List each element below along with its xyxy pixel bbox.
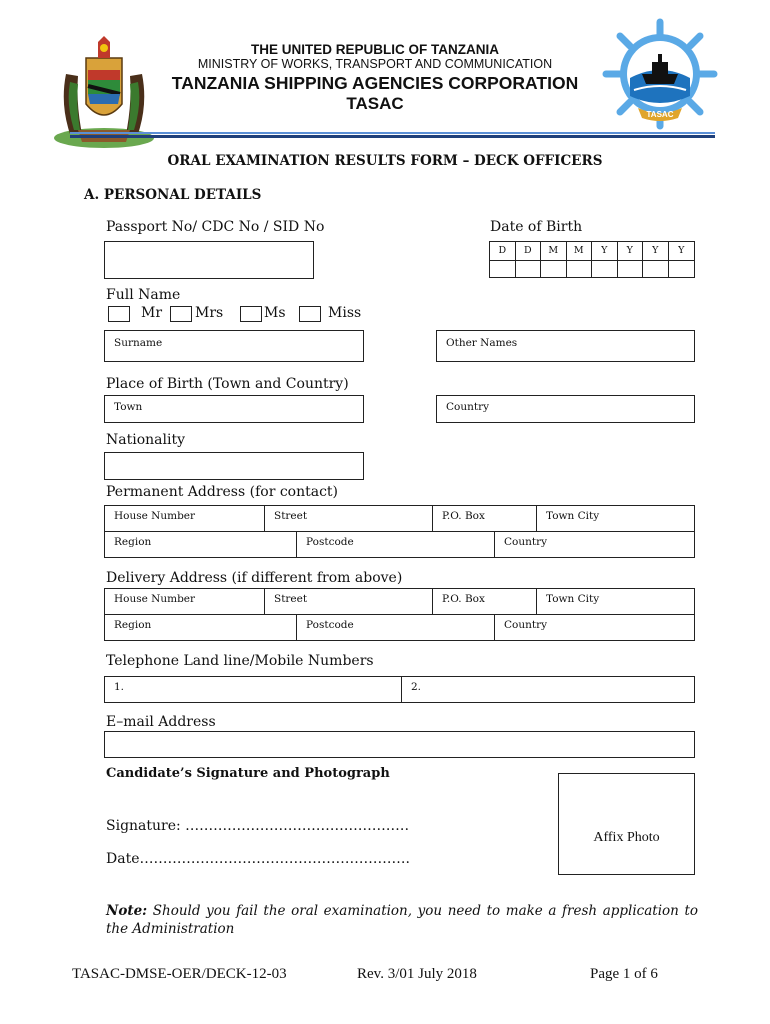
dob-grid[interactable] bbox=[489, 241, 695, 278]
deliv-towncity-field[interactable]: Town City bbox=[546, 593, 600, 605]
place-of-birth-label: Place of Birth (Town and Country) bbox=[106, 376, 349, 392]
dob-input-year[interactable] bbox=[618, 261, 644, 277]
footer-code: TASAC-DMSE-OER/DECK-12-03 bbox=[72, 966, 287, 982]
photo-label: Affix Photo bbox=[593, 830, 660, 845]
dob-input-month[interactable] bbox=[567, 261, 593, 277]
delivery-address-label: Delivery Address (if different from above) bbox=[106, 570, 403, 586]
email-input[interactable] bbox=[104, 731, 695, 758]
dob-input-month[interactable] bbox=[541, 261, 567, 277]
surname-input[interactable] bbox=[104, 330, 364, 362]
header-acronym: TASAC bbox=[346, 94, 404, 113]
permanent-address-row-1 bbox=[104, 505, 695, 532]
email-label: E–mail Address bbox=[106, 714, 216, 730]
permanent-address-row-2 bbox=[104, 531, 695, 558]
signature-heading: Candidate’s Signature and Photograph bbox=[106, 766, 390, 781]
delivery-address-row-1 bbox=[104, 588, 695, 615]
perm-postcode-field[interactable]: Postcode bbox=[297, 532, 495, 557]
deliv-pobox-field[interactable]: P.O. Box bbox=[433, 589, 537, 614]
deliv-street-field[interactable]: Street bbox=[265, 589, 433, 614]
town-placeholder: Town bbox=[114, 401, 143, 413]
note-body: Should you fail the oral examination, you need to make a fresh application to the Administration bbox=[106, 903, 698, 937]
nationality-input[interactable] bbox=[104, 452, 364, 480]
dob-label: Date of Birth bbox=[490, 219, 583, 235]
other-names-input[interactable] bbox=[436, 330, 695, 362]
deliv-house-field[interactable]: House Number bbox=[105, 589, 265, 614]
footer-page: Page 1 of 6 bbox=[590, 966, 658, 982]
telephone-2-field[interactable]: 2. bbox=[411, 681, 422, 693]
footer-revision: Rev. 3/01 July 2018 bbox=[357, 966, 477, 982]
telephone-row bbox=[104, 676, 695, 703]
dob-cell-year: Y bbox=[618, 242, 644, 261]
dob-cell-month: M bbox=[541, 242, 567, 261]
dob-input-year[interactable] bbox=[592, 261, 618, 277]
dob-cell-month: M bbox=[567, 242, 593, 261]
dob-cell-year: Y bbox=[669, 242, 695, 261]
note-lead: Note: bbox=[106, 903, 148, 919]
other-names-placeholder: Other Names bbox=[446, 337, 518, 349]
telephone-label: Telephone Land line/Mobile Numbers bbox=[106, 653, 374, 669]
perm-pobox-field[interactable]: P.O. Box bbox=[433, 506, 537, 531]
form-title: ORAL EXAMINATION RESULTS FORM – DECK OFFICERS bbox=[167, 153, 603, 169]
perm-house-field[interactable]: House Number bbox=[105, 506, 265, 531]
title-ms-label: Ms bbox=[264, 305, 286, 321]
dob-input-year[interactable] bbox=[669, 261, 695, 277]
deliv-country-field[interactable]: Country bbox=[504, 619, 548, 631]
passport-label: Passport No/ CDC No / SID No bbox=[106, 219, 325, 235]
checkbox-mr[interactable] bbox=[108, 306, 130, 322]
permanent-address-label: Permanent Address (for contact) bbox=[106, 484, 339, 500]
perm-region-field[interactable]: Region bbox=[105, 532, 297, 557]
checkbox-miss[interactable] bbox=[299, 306, 321, 322]
header-rule-thin bbox=[70, 132, 715, 134]
title-mr-label: Mr bbox=[141, 305, 163, 321]
tasac-logo-text: TASAC bbox=[646, 110, 674, 119]
dob-cell-year: Y bbox=[643, 242, 669, 261]
header-rule-thick bbox=[70, 135, 715, 138]
passport-input[interactable] bbox=[104, 241, 314, 279]
nationality-label: Nationality bbox=[106, 432, 185, 448]
header-ministry: MINISTRY OF WORKS, TRANSPORT AND COMMUNICATION bbox=[197, 57, 553, 71]
signature-line[interactable]: Signature: ………………………………………… bbox=[106, 818, 410, 834]
dob-cell-day: D bbox=[490, 242, 516, 261]
checkbox-ms[interactable] bbox=[240, 306, 262, 322]
photo-box[interactable] bbox=[558, 773, 695, 875]
perm-country-field[interactable]: Country bbox=[504, 536, 548, 548]
dob-input-day[interactable] bbox=[490, 261, 516, 277]
title-mrs-label: Mrs bbox=[195, 305, 224, 321]
header-republic: THE UNITED REPUBLIC OF TANZANIA bbox=[251, 42, 499, 57]
full-name-label: Full Name bbox=[106, 287, 181, 303]
note-text bbox=[106, 902, 698, 938]
dob-input-day[interactable] bbox=[516, 261, 542, 277]
country-placeholder: Country bbox=[446, 401, 490, 413]
country-input[interactable] bbox=[436, 395, 695, 423]
perm-towncity-field[interactable]: Town City bbox=[546, 510, 600, 522]
tasac-logo-icon bbox=[598, 18, 722, 130]
section-a-heading: A. PERSONAL DETAILS bbox=[84, 187, 262, 203]
date-line[interactable]: Date…………………………………………………. bbox=[106, 851, 410, 867]
dob-input-year[interactable] bbox=[643, 261, 669, 277]
surname-placeholder: Surname bbox=[114, 337, 163, 349]
deliv-region-field[interactable]: Region bbox=[105, 615, 297, 640]
dob-cell-year: Y bbox=[592, 242, 618, 261]
perm-street-field[interactable]: Street bbox=[265, 506, 433, 531]
title-miss-label: Miss bbox=[328, 305, 362, 321]
telephone-1-field[interactable]: 1. bbox=[105, 677, 402, 702]
deliv-postcode-field[interactable]: Postcode bbox=[297, 615, 495, 640]
delivery-address-row-2 bbox=[104, 614, 695, 641]
town-input[interactable] bbox=[104, 395, 364, 423]
checkbox-mrs[interactable] bbox=[170, 306, 192, 322]
dob-cell-day: D bbox=[516, 242, 542, 261]
header-corporation: TANZANIA SHIPPING AGENCIES CORPORATION bbox=[171, 73, 579, 93]
